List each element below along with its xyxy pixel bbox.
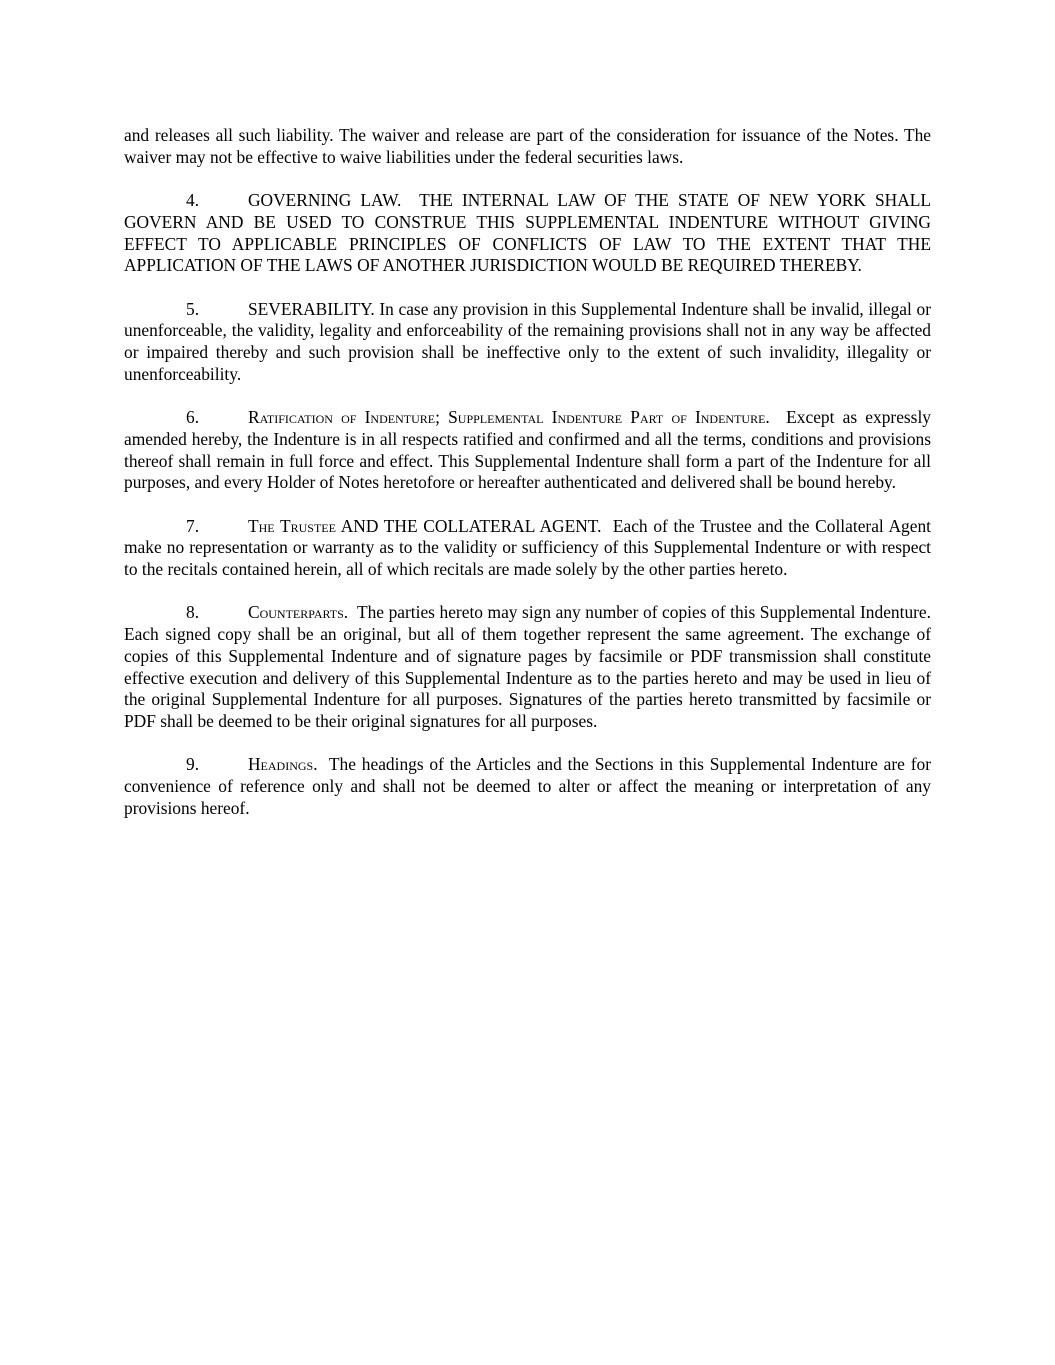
- section-heading: SEVERABILITY.: [248, 298, 375, 319]
- document-page: [124, 125, 931, 841]
- section-severability: [124, 299, 931, 386]
- section-body: THE INTERNAL LAW OF THE STATE OF NEW YORK SHALL GOVERN AND BE USED TO CONSTRUE THIS SUPPLEMENTAL INDENTURE WITHOUT GIVING EFFECT TO APPLICABLE PRINCIPLES OF CONFLICTS OF LAW TO THE EXTENT THAT THE APPLICATION OF THE LAWS OF ANOTHER JURISDICTION WOULD BE REQUIRED THEREBY.: [124, 190, 932, 276]
- section-body: Each of the Trustee and the Collateral Agent make no representation or warranty as to the validity or sufficiency of this Supplemental Indenture or with respect to the recitals contained herein, all of which recitals are made solely by the other parties hereto.: [124, 515, 931, 579]
- section-heading: The Trustee AND THE COLLATERAL AGENT.: [248, 515, 602, 536]
- section-body: The parties hereto may sign any number of copies of this Supplemental Indenture. Each signed copy shall be an original, but all of them together represent the same agreement. The exchange of copies of this Supplemental Indenture and of signature pages by facsimile or PDF transmission shall constitute effective execution and delivery of this Supplemental Indenture as to the parties hereto and may be used in lieu of the original Supplemental Indenture for all purposes. Signatures of the parties hereto transmitted by facsimile or PDF shall be deemed to be their original signatures for all purposes.: [124, 602, 931, 731]
- section-ratification: [124, 407, 931, 494]
- section-heading: Counterparts.: [248, 602, 349, 623]
- section-trustee: [124, 516, 931, 581]
- section-heading: GOVERNING LAW.: [248, 190, 402, 211]
- section-heading: Headings.: [248, 754, 318, 775]
- section-body: The headings of the Articles and the Sections in this Supplemental Indenture are for convenience of reference only and shall not be deemed to alter or affect the meaning or interpretation of any provisions hereof.: [124, 754, 931, 818]
- section-counterparts: [124, 602, 931, 732]
- section-headings: [124, 754, 931, 819]
- section-body: Except as expressly amended hereby, the Indenture is in all respects ratified and confirmed and all the terms, conditions and provisions thereof shall remain in full force and effect. This Supplemental Indenture shall form a part of the Indenture for all purposes, and every Holder of Notes heretofore or hereafter authenticated and delivered shall be bound hereby.: [124, 407, 931, 493]
- section-number: 8.: [186, 602, 200, 623]
- continuation-paragraph: and releases all such liability. The waiver and release are part of the consideration for issuance of the Notes. The waiver may not be effective to waive liabilities under the federal securities laws.: [124, 125, 931, 167]
- section-number: 7.: [186, 515, 200, 536]
- section-number: 6.: [186, 407, 200, 428]
- section-body: In case any provision in this Supplemental Indenture shall be invalid, illegal or unenforceable, the validity, legality and enforceability of the remaining provisions shall not in any way be affected or impaired thereby and such provision shall be ineffective only to the extent of such invalidity, illegality or unenforceability.: [124, 298, 931, 384]
- section-governing-law: [124, 190, 931, 277]
- section-heading: Ratification of Indenture; Supplemental Indenture Part of Indenture.: [248, 407, 770, 428]
- section-number: 9.: [186, 754, 200, 775]
- section-number: 5.: [186, 298, 200, 319]
- section-number: 4.: [186, 190, 200, 211]
